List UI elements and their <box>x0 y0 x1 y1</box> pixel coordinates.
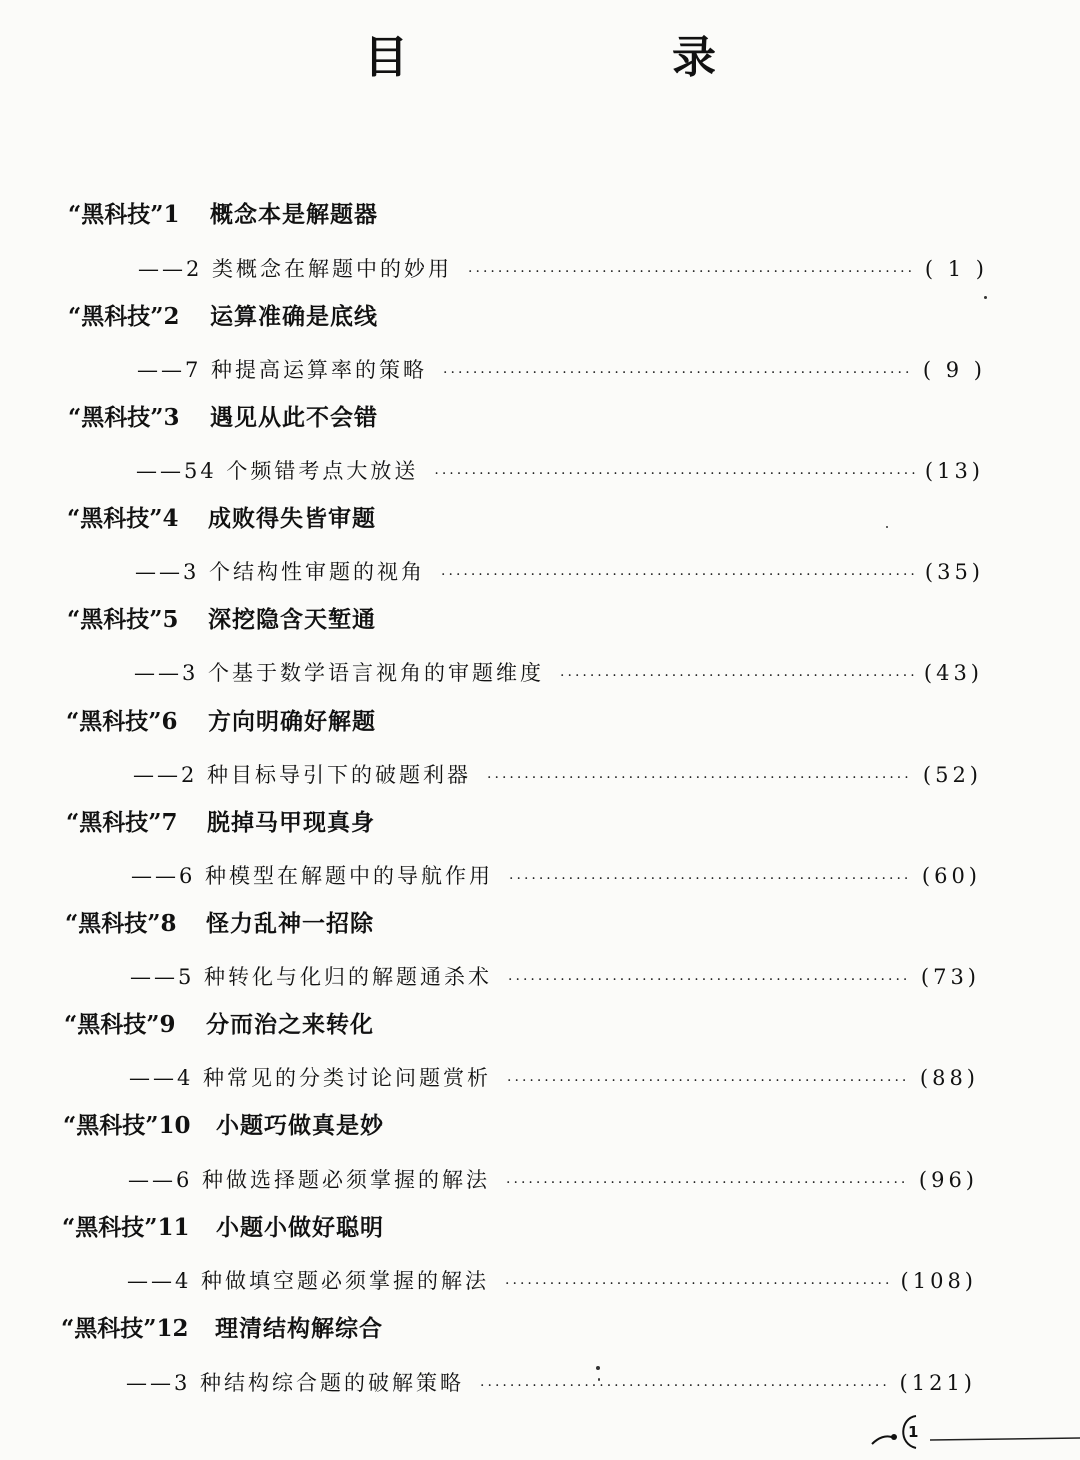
chapter-title: 脱掉马甲现真身 <box>207 809 375 836</box>
dot-leader <box>507 1064 910 1098</box>
folio-number: 1 <box>908 1423 919 1441</box>
chapter-subtitle: ——6 种做选择题必须掌握的解法 <box>128 1168 491 1192</box>
toc-entry[interactable] <box>131 859 981 893</box>
chapter-subtitle: ——54 个频错考点大放送 <box>136 459 419 483</box>
chapter-title: 运算准确是底线 <box>210 303 378 330</box>
chapter-subtitle: ——3 个结构性审题的视角 <box>135 560 426 584</box>
chapter-heading <box>0 806 1080 840</box>
chapter-heading <box>0 198 1080 232</box>
chapter-heading <box>0 502 1080 536</box>
toc-entry[interactable] <box>130 960 980 994</box>
dot-leader <box>505 1267 890 1301</box>
toc-entry[interactable] <box>135 555 984 589</box>
chapter-heading <box>0 1312 1080 1346</box>
chapter-number: “黑科技”11 <box>62 1214 190 1241</box>
dot-leader <box>480 1369 889 1403</box>
chapter-heading <box>0 1109 1080 1143</box>
page-number: (35) <box>924 560 984 584</box>
chapter-heading <box>0 300 1080 334</box>
dot-leader <box>434 457 914 491</box>
page-title: 目 录 <box>364 32 826 83</box>
chapter-subtitle: ——6 种模型在解题中的导航作用 <box>131 864 494 888</box>
chapter-subtitle: ——5 种转化与化归的解题通杀术 <box>130 965 493 989</box>
chapter-number: “黑科技”8 <box>65 910 177 937</box>
page-number: (88) <box>919 1066 979 1090</box>
chapter-heading <box>0 705 1080 739</box>
toc-entry[interactable] <box>129 1061 979 1095</box>
toc-entry[interactable] <box>126 1366 976 1400</box>
chapter-title: 小题小做好聪明 <box>216 1214 384 1241</box>
chapter-title: 概念本是解题器 <box>210 201 378 228</box>
dot-leader <box>508 963 911 997</box>
page-number: (108) <box>900 1269 977 1293</box>
toc-entry[interactable] <box>138 252 988 286</box>
chapter-subtitle: ——3 个基于数学语言视角的审题维度 <box>134 661 545 685</box>
toc-entry[interactable] <box>137 353 986 387</box>
chapter-number: “黑科技”10 <box>63 1112 191 1139</box>
chapter-number: “黑科技”12 <box>61 1315 189 1342</box>
chapter-title: 成败得失皆审题 <box>208 505 376 532</box>
chapter-number: “黑科技”4 <box>67 505 179 532</box>
chapter-number: “黑科技”9 <box>64 1011 176 1038</box>
chapter-number: “黑科技”3 <box>68 404 180 431</box>
toc-entry[interactable] <box>136 454 984 488</box>
toc-entry[interactable] <box>133 758 982 792</box>
chapter-number: “黑科技”2 <box>68 303 180 330</box>
chapter-number: “黑科技”6 <box>66 708 178 735</box>
page-folio <box>868 1408 1080 1458</box>
chapter-heading <box>0 401 1080 435</box>
page-number: (60) <box>921 864 981 888</box>
chapter-title: 深挖隐含天堑通 <box>208 606 376 633</box>
page-number: (73) <box>920 965 980 989</box>
chapter-number: “黑科技”5 <box>67 606 179 633</box>
chapter-subtitle: ——4 种做填空题必须掌握的解法 <box>127 1269 490 1293</box>
chapter-subtitle: ——2 种目标导引下的破题利器 <box>133 763 472 787</box>
chapter-title: 方向明确好解题 <box>208 708 376 735</box>
chapter-number: “黑科技”1 <box>68 201 180 228</box>
toc-entry[interactable] <box>134 656 983 690</box>
page-number: ( 9 ) <box>922 358 986 382</box>
dot-leader <box>560 659 914 693</box>
page-number: (52) <box>922 763 982 787</box>
chapter-title: 分而治之来转化 <box>206 1011 374 1038</box>
page-number: (121) <box>899 1371 976 1395</box>
toc-entry[interactable] <box>127 1264 977 1298</box>
chapter-number: “黑科技”7 <box>66 809 178 836</box>
page-number: (96) <box>918 1168 978 1192</box>
dot-leader <box>487 761 913 795</box>
chapter-heading <box>0 1211 1080 1245</box>
chapter-title: 怪力乱神一招除 <box>206 910 374 937</box>
folio-ornament-icon <box>868 1408 1080 1458</box>
chapter-heading <box>0 907 1080 941</box>
chapter-subtitle: ——4 种常见的分类讨论问题赏析 <box>129 1066 492 1090</box>
dot-leader <box>443 356 913 390</box>
dot-leader <box>468 255 915 289</box>
page-number: ( 1 ) <box>924 257 988 281</box>
page-number: (13) <box>924 459 984 483</box>
chapter-subtitle: ——7 种提高运算率的策略 <box>137 358 428 382</box>
chapter-heading <box>0 1008 1080 1042</box>
toc-entry[interactable] <box>128 1163 978 1197</box>
chapter-title: 遇见从此不会错 <box>210 404 378 431</box>
chapter-title: 小题巧做真是妙 <box>216 1112 384 1139</box>
chapter-title: 理清结构解综合 <box>215 1315 383 1342</box>
dot-leader <box>506 1166 909 1200</box>
chapter-heading <box>0 603 1080 637</box>
dot-leader <box>509 862 912 896</box>
chapter-subtitle: ——3 种结构综合题的破解策略 <box>126 1371 465 1395</box>
chapter-subtitle: ——2 类概念在解题中的妙用 <box>138 257 453 281</box>
page-number: (43) <box>923 661 983 685</box>
dot-leader <box>441 558 915 592</box>
